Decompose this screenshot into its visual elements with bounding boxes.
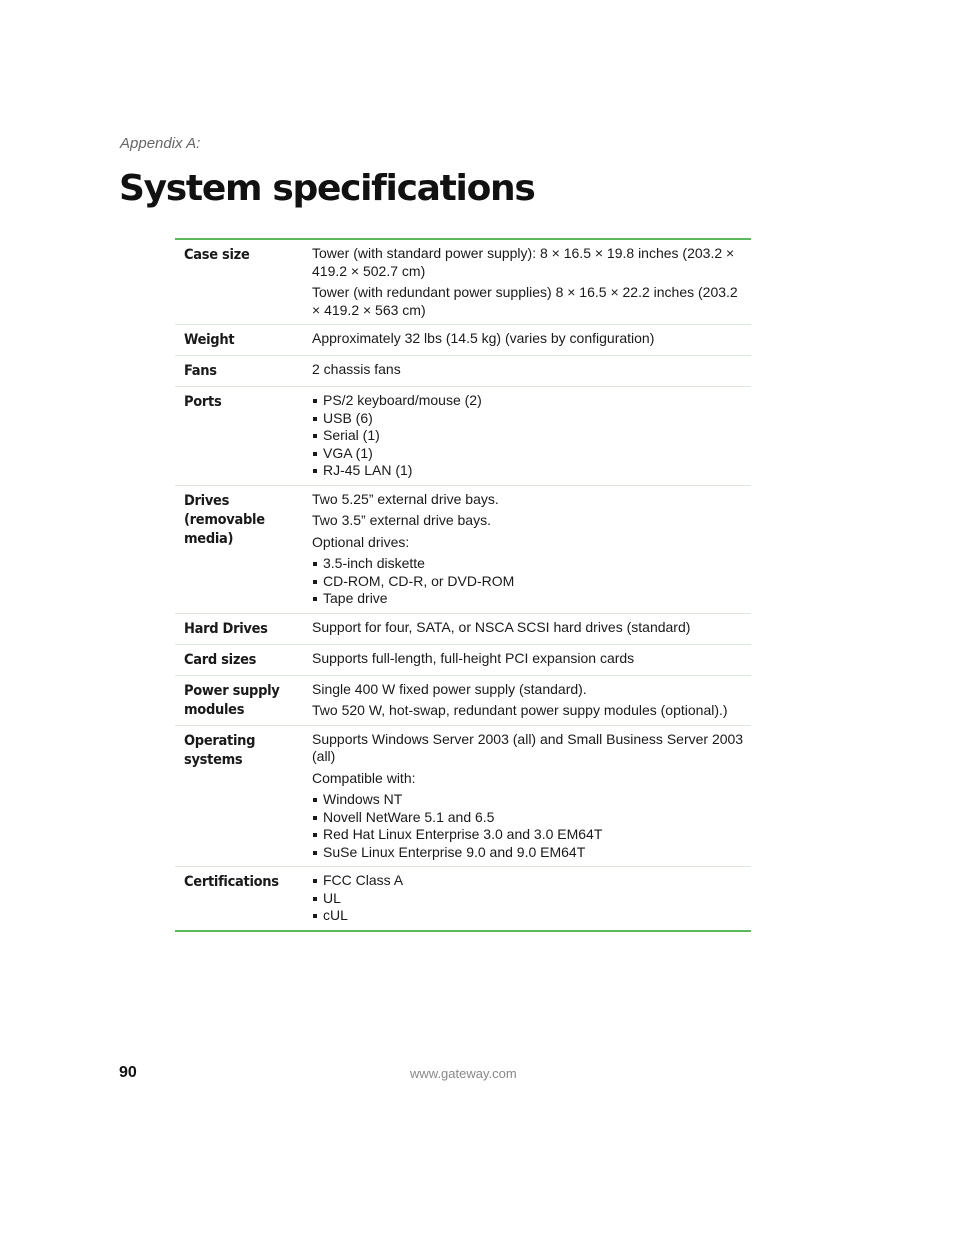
spec-paragraph: Two 5.25” external drive bays. (312, 490, 499, 507)
spec-paragraph: Compatible with: (312, 769, 416, 786)
spec-paragraph: Supports full-length, full-height PCI expansion cards (312, 649, 635, 666)
spec-bullet-item: Tape drive (312, 590, 745, 608)
spec-bullet-item: 3.5-inch diskette (312, 555, 745, 573)
spec-bullet-item: CD-ROM, CD-R, or DVD-ROM (312, 573, 745, 591)
spec-value (312, 392, 751, 480)
spec-paragraph: Tower (with standard power supply): 8 × 16.5 × 19.8 inches (203.2 × 419.2 × 502.7 cm) (312, 245, 735, 279)
spec-bullet-item: USB (6) (312, 410, 745, 428)
spec-table (175, 238, 751, 932)
spec-paragraph: Tower (with redundant power supplies) 8 × 16.5 × 22.2 inches (203.2 × 419.2 × 563 cm) (312, 284, 738, 318)
spec-paragraph: 2 chassis fans (312, 361, 401, 377)
spec-value (312, 330, 751, 350)
spec-value (312, 245, 751, 319)
footer-url: www.gateway.com (410, 1066, 517, 1081)
spec-paragraph: Approximately 32 lbs (14.5 kg) (varies by configuration) (312, 330, 655, 346)
page-number: 90 (119, 1064, 137, 1081)
spec-row (175, 613, 751, 644)
spec-value (312, 681, 751, 720)
spec-bullet-item: Windows NT (312, 791, 745, 809)
page-title: System specifications (119, 168, 535, 209)
spec-paragraph: Two 520 W, hot-swap, redundant power suppy modules (optional).) (312, 702, 728, 718)
spec-paragraph: Optional drives: (312, 533, 410, 550)
spec-bullet-item: VGA (1) (312, 445, 745, 463)
spec-value (312, 872, 751, 925)
spec-label: Ports (184, 394, 222, 410)
spec-bullet-list (312, 791, 745, 861)
spec-value (312, 491, 751, 608)
spec-label: Case size (184, 247, 250, 263)
spec-row (175, 324, 751, 355)
spec-bullet-item: Red Hat Linux Enterprise 3.0 and 3.0 EM64T (312, 826, 745, 844)
spec-label: Power supply modules (184, 682, 280, 718)
spec-row (175, 725, 751, 867)
spec-bullet-list (312, 555, 745, 608)
spec-paragraph: Support for four, SATA, or NSCA SCSI hard drives (standard) (312, 618, 691, 635)
spec-label: Drives (removable media) (184, 492, 265, 547)
spec-value (312, 731, 751, 862)
spec-bullet-item: Serial (1) (312, 427, 745, 445)
spec-bullet-list (312, 392, 745, 480)
spec-bullet-item: PS/2 keyboard/mouse (2) (312, 392, 745, 410)
spec-row (175, 644, 751, 675)
spec-value (312, 650, 751, 670)
spec-row (175, 675, 751, 725)
spec-value (312, 361, 751, 381)
spec-value (312, 619, 751, 639)
spec-bullet-list (312, 872, 745, 925)
spec-label: Certifications (184, 874, 279, 890)
spec-label: Fans (184, 363, 217, 379)
spec-bullet-item: SuSe Linux Enterprise 9.0 and 9.0 EM64T (312, 844, 745, 862)
spec-label: Card sizes (184, 651, 257, 668)
spec-bullet-item: RJ-45 LAN (1) (312, 462, 745, 480)
spec-row (175, 386, 751, 485)
spec-label: Hard Drives (184, 620, 268, 637)
spec-row (175, 240, 751, 324)
spec-bullet-item: Novell NetWare 5.1 and 6.5 (312, 809, 745, 827)
spec-bullet-item: cUL (312, 907, 745, 925)
spec-bullet-item: UL (312, 890, 745, 908)
spec-paragraph: Two 3.5” external drive bays. (312, 512, 491, 528)
spec-row (175, 485, 751, 613)
spec-label: Operating systems (184, 732, 256, 768)
spec-paragraph: Single 400 W fixed power supply (standard). (312, 680, 587, 697)
spec-bullet-item: FCC Class A (312, 872, 745, 890)
spec-label: Weight (184, 332, 235, 348)
spec-paragraph: Supports Windows Server 2003 (all) and Small Business Server 2003 (all) (312, 730, 744, 764)
spec-row (175, 866, 751, 930)
spec-row (175, 355, 751, 386)
appendix-label: Appendix A: (120, 135, 201, 152)
